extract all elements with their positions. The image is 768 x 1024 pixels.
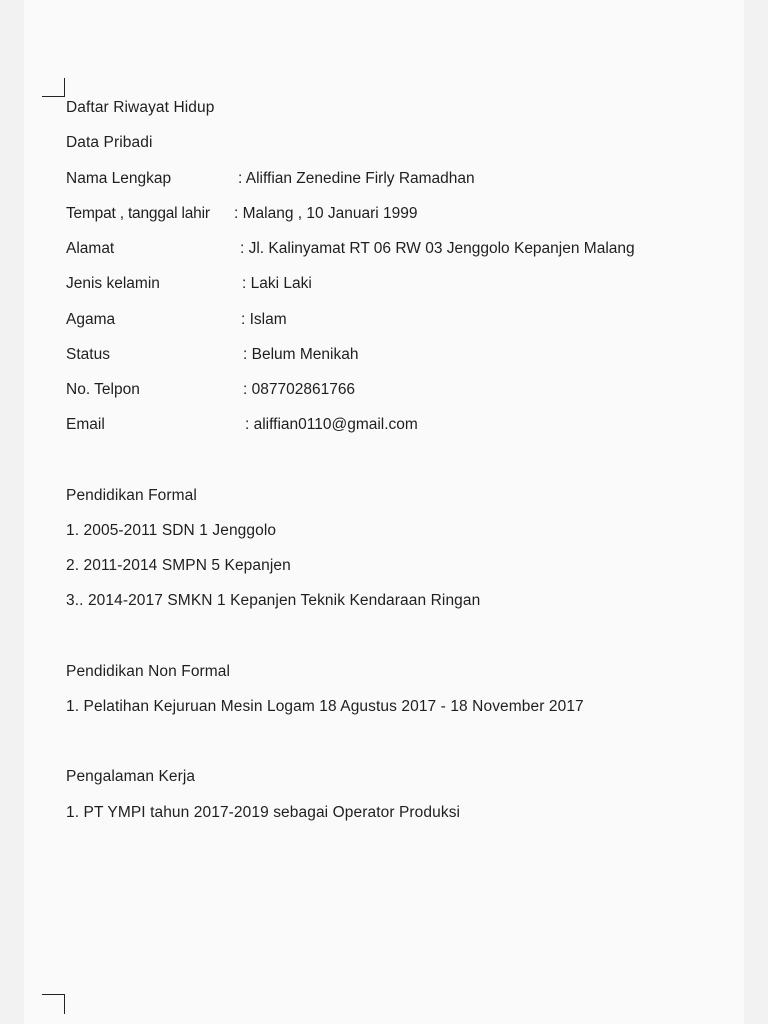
document-page [24,0,744,1024]
list-item-nonformal: 1. Pelatihan Kejuruan Mesin Logam 18 Agustus 2017 - 18 November 2017 [66,698,584,715]
value-full-name: : Aliffian Zenedine Firly Ramadhan [238,170,475,187]
label-phone: No. Telpon [66,381,140,398]
value-phone: : 087702861766 [243,381,356,398]
list-item-formal: 2. 2011-2014 SMPN 5 Kepanjen [66,557,291,574]
document-title: Daftar Riwayat Hidup [66,99,215,116]
value-address: : Jl. Kalinyamat RT 06 RW 03 Jenggolo Kepanjen Malang [240,240,635,257]
label-religion: Agama [66,311,116,328]
label-full-name: Nama Lengkap [66,170,172,187]
top-margin-mark-vertical [64,78,65,97]
value-gender: : Laki Laki [242,275,312,292]
value-religion: : Islam [241,311,287,328]
value-email: : aliffian0110@gmail.com [245,416,418,433]
label-email: Email [66,416,105,433]
list-item-formal: 3.. 2014-2017 SMKN 1 Kepanjen Teknik Kendaraan Ringan [66,592,481,609]
section-heading-formal: Pendidikan Formal [66,487,197,504]
value-status: : Belum Menikah [243,346,359,363]
list-item-formal: 1. 2005-2011 SDN 1 Jenggolo [66,522,277,539]
list-item-work: 1. PT YMPI tahun 2017-2019 sebagai Operator Produksi [66,804,461,821]
section-heading-personal: Data Pribadi [66,134,153,151]
bottom-margin-mark-horizontal [42,994,64,995]
section-heading-nonformal: Pendidikan Non Formal [66,663,231,680]
label-gender: Jenis kelamin [66,275,160,292]
value-birth: : Malang , 10 Januari 1999 [234,205,418,222]
label-status: Status [66,346,110,363]
top-margin-mark-horizontal [42,96,64,97]
section-heading-work: Pengalaman Kerja [66,768,196,785]
bottom-margin-mark-vertical [64,994,65,1014]
label-birth: Tempat , tanggal lahir [66,205,210,222]
label-address: Alamat [66,240,115,257]
